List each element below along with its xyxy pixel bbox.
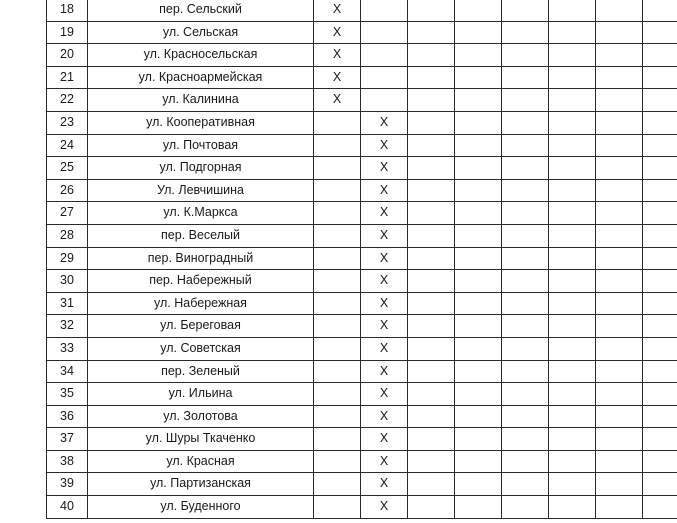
empty-cell (643, 360, 677, 383)
empty-cell (408, 134, 455, 157)
mark-cell-col1 (314, 360, 361, 383)
empty-cell (408, 270, 455, 293)
empty-cell (455, 405, 502, 428)
mark-cell-col2 (361, 405, 408, 428)
empty-cell (408, 179, 455, 202)
empty-cell (502, 0, 549, 21)
x-mark: Х (379, 363, 389, 378)
mark-cell-col1 (314, 473, 361, 496)
street-name-cell: ул. Подгорная (88, 157, 314, 180)
empty-cell (549, 134, 596, 157)
empty-cell (596, 428, 643, 451)
mark-cell-col2 (361, 66, 408, 89)
x-mark: Х (379, 453, 389, 468)
row-number-cell: 40 (47, 496, 88, 519)
row-number-cell: 27 (47, 202, 88, 225)
empty-cell (643, 111, 677, 134)
table-row (47, 202, 677, 225)
empty-cell (455, 44, 502, 67)
empty-cell (408, 111, 455, 134)
x-mark: Х (379, 499, 389, 514)
empty-cell (549, 428, 596, 451)
x-mark: Х (332, 47, 342, 62)
x-mark: Х (379, 318, 389, 333)
mark-cell-col1 (314, 179, 361, 202)
street-name-cell: пер. Веселый (88, 224, 314, 247)
row-number-cell: 21 (47, 66, 88, 89)
mark-cell-col2 (361, 428, 408, 451)
empty-cell (549, 292, 596, 315)
mark-cell-col1 (314, 66, 361, 89)
empty-cell (502, 337, 549, 360)
mark-cell-col2 (361, 157, 408, 180)
table-row (47, 292, 677, 315)
empty-cell (455, 179, 502, 202)
mark-cell-col1 (314, 224, 361, 247)
table-row (47, 360, 677, 383)
mark-cell-col1 (314, 247, 361, 270)
table-row (47, 315, 677, 338)
mark-cell-col2 (361, 44, 408, 67)
empty-cell (643, 66, 677, 89)
empty-cell (502, 202, 549, 225)
row-number-cell: 18 (47, 0, 88, 21)
street-name-cell: ул. Кооперативная (88, 111, 314, 134)
street-name-cell: ул. Шуры Ткаченко (88, 428, 314, 451)
empty-cell (502, 496, 549, 519)
empty-cell (549, 111, 596, 134)
empty-cell (549, 315, 596, 338)
empty-cell (455, 202, 502, 225)
mark-cell-col1 (314, 450, 361, 473)
empty-cell (408, 383, 455, 406)
empty-cell (502, 450, 549, 473)
table-row (47, 224, 677, 247)
x-mark: Х (332, 69, 342, 84)
empty-cell (502, 247, 549, 270)
table-row (47, 134, 677, 157)
row-number-cell: 38 (47, 450, 88, 473)
empty-cell (596, 405, 643, 428)
empty-cell (596, 292, 643, 315)
row-number-cell: 22 (47, 89, 88, 112)
empty-cell (455, 134, 502, 157)
empty-cell (455, 0, 502, 21)
empty-cell (549, 450, 596, 473)
empty-cell (549, 202, 596, 225)
row-number-cell: 34 (47, 360, 88, 383)
street-name-cell: пер. Набережный (88, 270, 314, 293)
empty-cell (455, 66, 502, 89)
empty-cell (596, 0, 643, 21)
street-name-cell: ул. Золотова (88, 405, 314, 428)
row-number-cell: 30 (47, 270, 88, 293)
mark-cell-col1 (314, 21, 361, 44)
empty-cell (643, 202, 677, 225)
empty-cell (502, 157, 549, 180)
mark-cell-col1 (314, 134, 361, 157)
empty-cell (408, 247, 455, 270)
empty-cell (502, 21, 549, 44)
mark-cell-col2 (361, 111, 408, 134)
empty-cell (408, 292, 455, 315)
table-row (47, 337, 677, 360)
empty-cell (455, 89, 502, 112)
empty-cell (455, 315, 502, 338)
empty-cell (643, 0, 677, 21)
empty-cell (549, 157, 596, 180)
empty-cell (596, 66, 643, 89)
empty-cell (502, 315, 549, 338)
empty-cell (643, 89, 677, 112)
mark-cell-col1 (314, 111, 361, 134)
empty-cell (502, 405, 549, 428)
x-mark: Х (332, 92, 342, 107)
mark-cell-col1 (314, 44, 361, 67)
empty-cell (455, 428, 502, 451)
empty-cell (408, 337, 455, 360)
empty-cell (549, 270, 596, 293)
empty-cell (455, 473, 502, 496)
mark-cell-col1 (314, 383, 361, 406)
x-mark: Х (379, 408, 389, 423)
streets-table (46, 0, 677, 519)
table-row (47, 450, 677, 473)
mark-cell-col2 (361, 89, 408, 112)
empty-cell (549, 383, 596, 406)
row-number-cell: 36 (47, 405, 88, 428)
empty-cell (549, 360, 596, 383)
x-mark: Х (332, 24, 342, 39)
empty-cell (408, 21, 455, 44)
empty-cell (643, 405, 677, 428)
empty-cell (502, 66, 549, 89)
table-row (47, 428, 677, 451)
empty-cell (596, 202, 643, 225)
empty-cell (455, 157, 502, 180)
empty-cell (596, 111, 643, 134)
empty-cell (596, 383, 643, 406)
table-row (47, 0, 677, 21)
row-number-cell: 25 (47, 157, 88, 180)
table-row (47, 66, 677, 89)
empty-cell (455, 383, 502, 406)
empty-cell (549, 0, 596, 21)
empty-cell (502, 292, 549, 315)
empty-cell (408, 89, 455, 112)
x-mark: Х (332, 2, 342, 16)
mark-cell-col1 (314, 270, 361, 293)
empty-cell (549, 224, 596, 247)
x-mark: Х (379, 205, 389, 220)
empty-cell (596, 89, 643, 112)
mark-cell-col1 (314, 0, 361, 21)
row-number-cell: 35 (47, 383, 88, 406)
empty-cell (408, 496, 455, 519)
empty-cell (643, 383, 677, 406)
empty-cell (408, 428, 455, 451)
empty-cell (596, 247, 643, 270)
empty-cell (596, 134, 643, 157)
empty-cell (502, 383, 549, 406)
empty-cell (596, 224, 643, 247)
empty-cell (596, 450, 643, 473)
empty-cell (549, 89, 596, 112)
mark-cell-col2 (361, 360, 408, 383)
empty-cell (643, 270, 677, 293)
street-name-cell: ул. Красносельская (88, 44, 314, 67)
empty-cell (502, 179, 549, 202)
street-name-cell: Ул. Левчишина (88, 179, 314, 202)
empty-cell (502, 360, 549, 383)
empty-cell (502, 270, 549, 293)
row-number-cell: 39 (47, 473, 88, 496)
empty-cell (408, 157, 455, 180)
street-name-cell: ул. Красноармейская (88, 66, 314, 89)
empty-cell (643, 44, 677, 67)
x-mark: Х (379, 114, 389, 129)
empty-cell (502, 89, 549, 112)
row-number-cell: 24 (47, 134, 88, 157)
table-row (47, 179, 677, 202)
mark-cell-col1 (314, 337, 361, 360)
empty-cell (549, 44, 596, 67)
empty-cell (643, 247, 677, 270)
x-mark: Х (379, 182, 389, 197)
row-number-cell: 31 (47, 292, 88, 315)
empty-cell (408, 44, 455, 67)
row-number-cell: 37 (47, 428, 88, 451)
empty-cell (549, 496, 596, 519)
empty-cell (643, 157, 677, 180)
mark-cell-col2 (361, 21, 408, 44)
empty-cell (408, 315, 455, 338)
empty-cell (502, 224, 549, 247)
empty-cell (502, 428, 549, 451)
row-number-cell: 19 (47, 21, 88, 44)
streets-table-body (47, 0, 677, 518)
empty-cell (596, 473, 643, 496)
mark-cell-col1 (314, 202, 361, 225)
empty-cell (408, 0, 455, 21)
empty-cell (408, 360, 455, 383)
street-name-cell: пер. Виноградный (88, 247, 314, 270)
empty-cell (455, 360, 502, 383)
empty-cell (643, 450, 677, 473)
empty-cell (596, 315, 643, 338)
empty-cell (502, 134, 549, 157)
mark-cell-col2 (361, 383, 408, 406)
empty-cell (643, 292, 677, 315)
table-row (47, 383, 677, 406)
row-number-cell: 33 (47, 337, 88, 360)
table-row (47, 247, 677, 270)
empty-cell (643, 473, 677, 496)
street-name-cell: ул. Ильина (88, 383, 314, 406)
empty-cell (502, 111, 549, 134)
empty-cell (643, 21, 677, 44)
x-mark: Х (379, 340, 389, 355)
empty-cell (596, 337, 643, 360)
mark-cell-col1 (314, 315, 361, 338)
x-mark: Х (379, 250, 389, 265)
empty-cell (408, 202, 455, 225)
mark-cell-col2 (361, 315, 408, 338)
street-name-cell: ул. Красная (88, 450, 314, 473)
empty-cell (643, 224, 677, 247)
x-mark: Х (379, 273, 389, 288)
empty-cell (643, 428, 677, 451)
mark-cell-col1 (314, 89, 361, 112)
empty-cell (455, 496, 502, 519)
mark-cell-col2 (361, 496, 408, 519)
empty-cell (549, 179, 596, 202)
mark-cell-col1 (314, 428, 361, 451)
table-row (47, 270, 677, 293)
street-name-cell: ул. Почтовая (88, 134, 314, 157)
street-name-cell: ул. Советская (88, 337, 314, 360)
street-name-cell: ул. Буденного (88, 496, 314, 519)
row-number-cell: 28 (47, 224, 88, 247)
empty-cell (549, 66, 596, 89)
empty-cell (549, 247, 596, 270)
empty-cell (596, 496, 643, 519)
table-row (47, 496, 677, 519)
mark-cell-col2 (361, 473, 408, 496)
empty-cell (408, 473, 455, 496)
mark-cell-col2 (361, 247, 408, 270)
empty-cell (455, 292, 502, 315)
row-number-cell: 20 (47, 44, 88, 67)
empty-cell (643, 134, 677, 157)
empty-cell (408, 224, 455, 247)
table-row (47, 21, 677, 44)
mark-cell-col1 (314, 157, 361, 180)
empty-cell (549, 337, 596, 360)
empty-cell (455, 21, 502, 44)
empty-cell (596, 157, 643, 180)
empty-cell (455, 247, 502, 270)
x-mark: Х (379, 386, 389, 401)
street-name-cell: ул. К.Маркса (88, 202, 314, 225)
empty-cell (502, 44, 549, 67)
row-number-cell: 26 (47, 179, 88, 202)
empty-cell (455, 224, 502, 247)
empty-cell (596, 21, 643, 44)
street-name-cell: ул. Береговая (88, 315, 314, 338)
empty-cell (455, 450, 502, 473)
empty-cell (643, 315, 677, 338)
mark-cell-col2 (361, 450, 408, 473)
empty-cell (643, 337, 677, 360)
x-mark: Х (379, 227, 389, 242)
empty-cell (549, 21, 596, 44)
mark-cell-col2 (361, 179, 408, 202)
street-name-cell: ул. Партизанская (88, 473, 314, 496)
street-name-cell: ул. Набережная (88, 292, 314, 315)
street-name-cell: пер. Зеленый (88, 360, 314, 383)
x-mark: Х (379, 160, 389, 175)
empty-cell (408, 405, 455, 428)
mark-cell-col2 (361, 292, 408, 315)
empty-cell (455, 111, 502, 134)
empty-cell (408, 450, 455, 473)
street-name-cell: ул. Калинина (88, 89, 314, 112)
empty-cell (549, 473, 596, 496)
x-mark: Х (379, 295, 389, 310)
x-mark: Х (379, 137, 389, 152)
empty-cell (408, 66, 455, 89)
street-name-cell: ул. Сельская (88, 21, 314, 44)
empty-cell (596, 360, 643, 383)
x-mark: Х (379, 476, 389, 491)
mark-cell-col2 (361, 0, 408, 21)
table-row (47, 157, 677, 180)
row-number-cell: 23 (47, 111, 88, 134)
row-number-cell: 32 (47, 315, 88, 338)
mark-cell-col2 (361, 202, 408, 225)
table-row (47, 473, 677, 496)
mark-cell-col1 (314, 292, 361, 315)
empty-cell (502, 473, 549, 496)
empty-cell (596, 270, 643, 293)
mark-cell-col2 (361, 270, 408, 293)
empty-cell (455, 270, 502, 293)
empty-cell (643, 179, 677, 202)
mark-cell-col2 (361, 337, 408, 360)
empty-cell (596, 179, 643, 202)
empty-cell (596, 44, 643, 67)
table-row (47, 405, 677, 428)
mark-cell-col2 (361, 134, 408, 157)
mark-cell-col1 (314, 405, 361, 428)
mark-cell-col2 (361, 224, 408, 247)
empty-cell (455, 337, 502, 360)
street-name-cell: пер. Сельский (88, 0, 314, 21)
row-number-cell: 29 (47, 247, 88, 270)
mark-cell-col1 (314, 496, 361, 519)
empty-cell (549, 405, 596, 428)
table-row (47, 89, 677, 112)
x-mark: Х (379, 431, 389, 446)
empty-cell (643, 496, 677, 519)
table-row (47, 44, 677, 67)
table-row (47, 111, 677, 134)
